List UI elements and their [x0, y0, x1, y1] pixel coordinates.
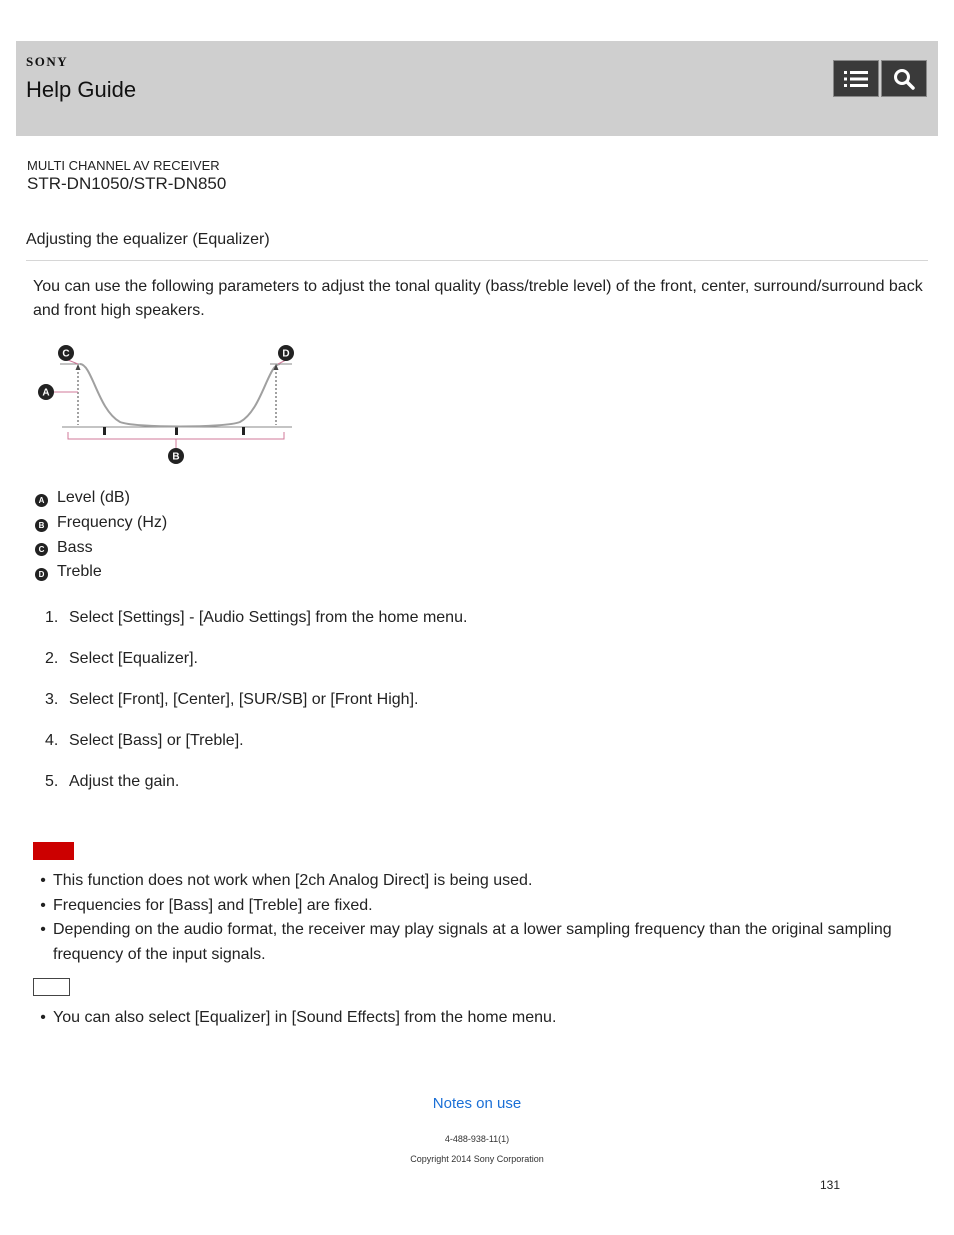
step-item — [45, 650, 467, 691]
step-number: 1. — [45, 609, 59, 626]
step-text: Select [Settings] - [Audio Settings] from the home menu. — [69, 609, 468, 626]
legend-label: Treble — [57, 563, 102, 581]
step-item — [45, 691, 467, 732]
legend-badge: A — [35, 494, 48, 507]
bullet-dot: • — [40, 896, 46, 914]
guide-title: Help Guide — [26, 77, 137, 102]
equalizer-curve — [80, 364, 280, 427]
bass-connector — [68, 360, 78, 364]
hints-list — [33, 1006, 903, 1031]
legend-item — [35, 511, 167, 536]
legend-badge: D — [35, 568, 48, 581]
bullet-dot: • — [40, 921, 46, 939]
hint-tag — [33, 978, 70, 996]
legend-label: Level (dB) — [57, 489, 130, 507]
document-number: 4-488-938-11(1) — [444, 1134, 510, 1144]
note-text: Frequencies for [Bass] and [Treble] are fixed. — [53, 896, 373, 914]
axis-tick — [103, 427, 106, 435]
step-text: Adjust the gain. — [69, 773, 180, 790]
legend-item — [35, 560, 167, 585]
note-item — [33, 894, 903, 919]
notes-list — [33, 869, 903, 968]
bullet-dot: • — [40, 1009, 46, 1026]
bass-arrow-head — [76, 364, 81, 370]
search-icon — [892, 67, 916, 91]
axis-tick — [175, 427, 178, 435]
note-text: Depending on the audio format, the receiver may play signals at a lower sampling frequency than the original sampling frequency of the input signals. — [53, 921, 892, 964]
product-model: STR-DN1050/STR-DN850 — [27, 174, 227, 193]
header-bar — [16, 41, 938, 136]
step-text: Select [Bass] or [Treble]. — [69, 732, 244, 749]
diagram-legend — [35, 486, 167, 585]
page-number: 131 — [820, 1178, 841, 1192]
marker-d — [278, 345, 294, 361]
hint-item — [33, 1006, 903, 1031]
steps-list — [45, 609, 467, 814]
step-text: Select [Front], [Center], [SUR/SB] or [Front High]. — [69, 691, 419, 708]
note-tag — [33, 842, 74, 860]
svg-text:B: B — [172, 451, 180, 463]
legend-item — [35, 535, 167, 560]
svg-text:C: C — [62, 348, 70, 360]
step-item — [45, 609, 467, 650]
marker-b — [168, 448, 184, 464]
product-category: MULTI CHANNEL AV RECEIVER — [27, 158, 220, 173]
note-item — [33, 918, 903, 967]
step-text: Select [Equalizer]. — [69, 650, 198, 667]
equalizer-diagram — [30, 340, 300, 470]
step-number: 3. — [45, 691, 59, 708]
hint-text: You can also select [Equalizer] in [Sound Effects] from the home menu. — [53, 1009, 557, 1026]
page-title: Adjusting the equalizer (Equalizer) — [26, 231, 270, 248]
svg-text:A: A — [42, 387, 50, 399]
note-text: This function does not work when [2ch Analog Direct] is being used. — [53, 872, 533, 889]
axis-tick — [242, 427, 245, 435]
menu-button[interactable] — [833, 60, 879, 97]
svg-text:D: D — [282, 348, 290, 360]
legend-badge: C — [35, 543, 48, 556]
step-number: 4. — [45, 732, 59, 749]
step-number: 2. — [45, 650, 59, 667]
marker-c — [58, 345, 74, 361]
legend-badge: B — [35, 519, 48, 532]
copyright: Copyright 2014 Sony Corporation — [410, 1154, 544, 1164]
title-divider — [26, 260, 928, 261]
legend-label: Bass — [57, 538, 93, 556]
bullet-dot: • — [40, 872, 46, 889]
legend-item — [35, 486, 167, 511]
brand-logo: SONY — [26, 54, 69, 69]
legend-label: Frequency (Hz) — [57, 514, 168, 532]
notes-on-use-link[interactable]: Notes on use — [432, 1095, 522, 1112]
list-menu-icon — [843, 69, 869, 89]
note-item — [33, 869, 903, 894]
step-item — [45, 732, 467, 773]
marker-a — [38, 384, 54, 400]
intro-paragraph: You can use the following parameters to adjust the tonal quality (bass/treble level) of the front, center, surround/surround back and front high speakers. — [33, 278, 923, 319]
step-number: 5. — [45, 773, 59, 790]
search-button[interactable] — [881, 60, 927, 97]
step-item — [45, 773, 467, 814]
